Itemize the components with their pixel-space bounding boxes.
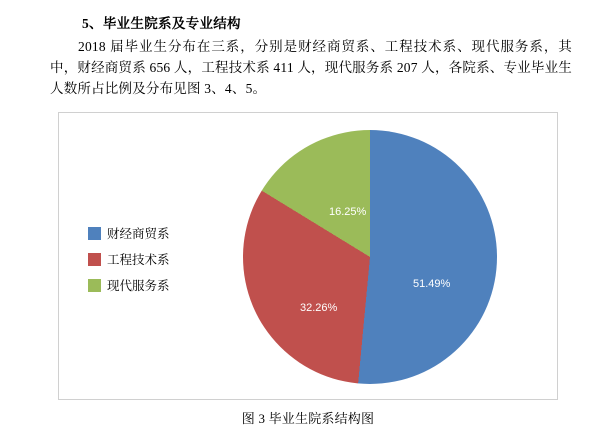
pie-graphic: [243, 130, 497, 384]
legend-item[interactable]: [88, 277, 198, 293]
pie-plot-area: [243, 130, 497, 384]
legend-label: 现代服务系: [107, 279, 170, 293]
legend-item[interactable]: [88, 251, 198, 267]
pie-slice-label: 51.49%: [413, 278, 451, 290]
legend-swatch-icon: [88, 253, 101, 266]
legend-swatch-icon: [88, 227, 101, 240]
section-heading: 5、毕业生院系及专业结构: [82, 16, 241, 31]
legend-swatch-icon: [88, 279, 101, 292]
legend-item[interactable]: [88, 225, 198, 241]
legend-label: 工程技术系: [107, 253, 170, 267]
pie-chart-figure: [58, 112, 558, 400]
pie-slice-label: 16.25%: [329, 206, 367, 218]
chart-legend: [88, 225, 198, 303]
legend-label: 财经商贸系: [107, 227, 170, 241]
body-paragraph: 2018 届毕业生分布在三系，分别是财经商贸系、工程技术系、现代服务系，其中，财经商贸系 656 人，工程技术系 411 人，现代服务系 207 人，各院系、专业毕业生人数所占比例及分布见图 3、4、5。: [50, 39, 572, 96]
figure-caption: 图 3 毕业生院系结构图: [241, 411, 375, 426]
pie-slice-label: 32.26%: [300, 302, 338, 314]
